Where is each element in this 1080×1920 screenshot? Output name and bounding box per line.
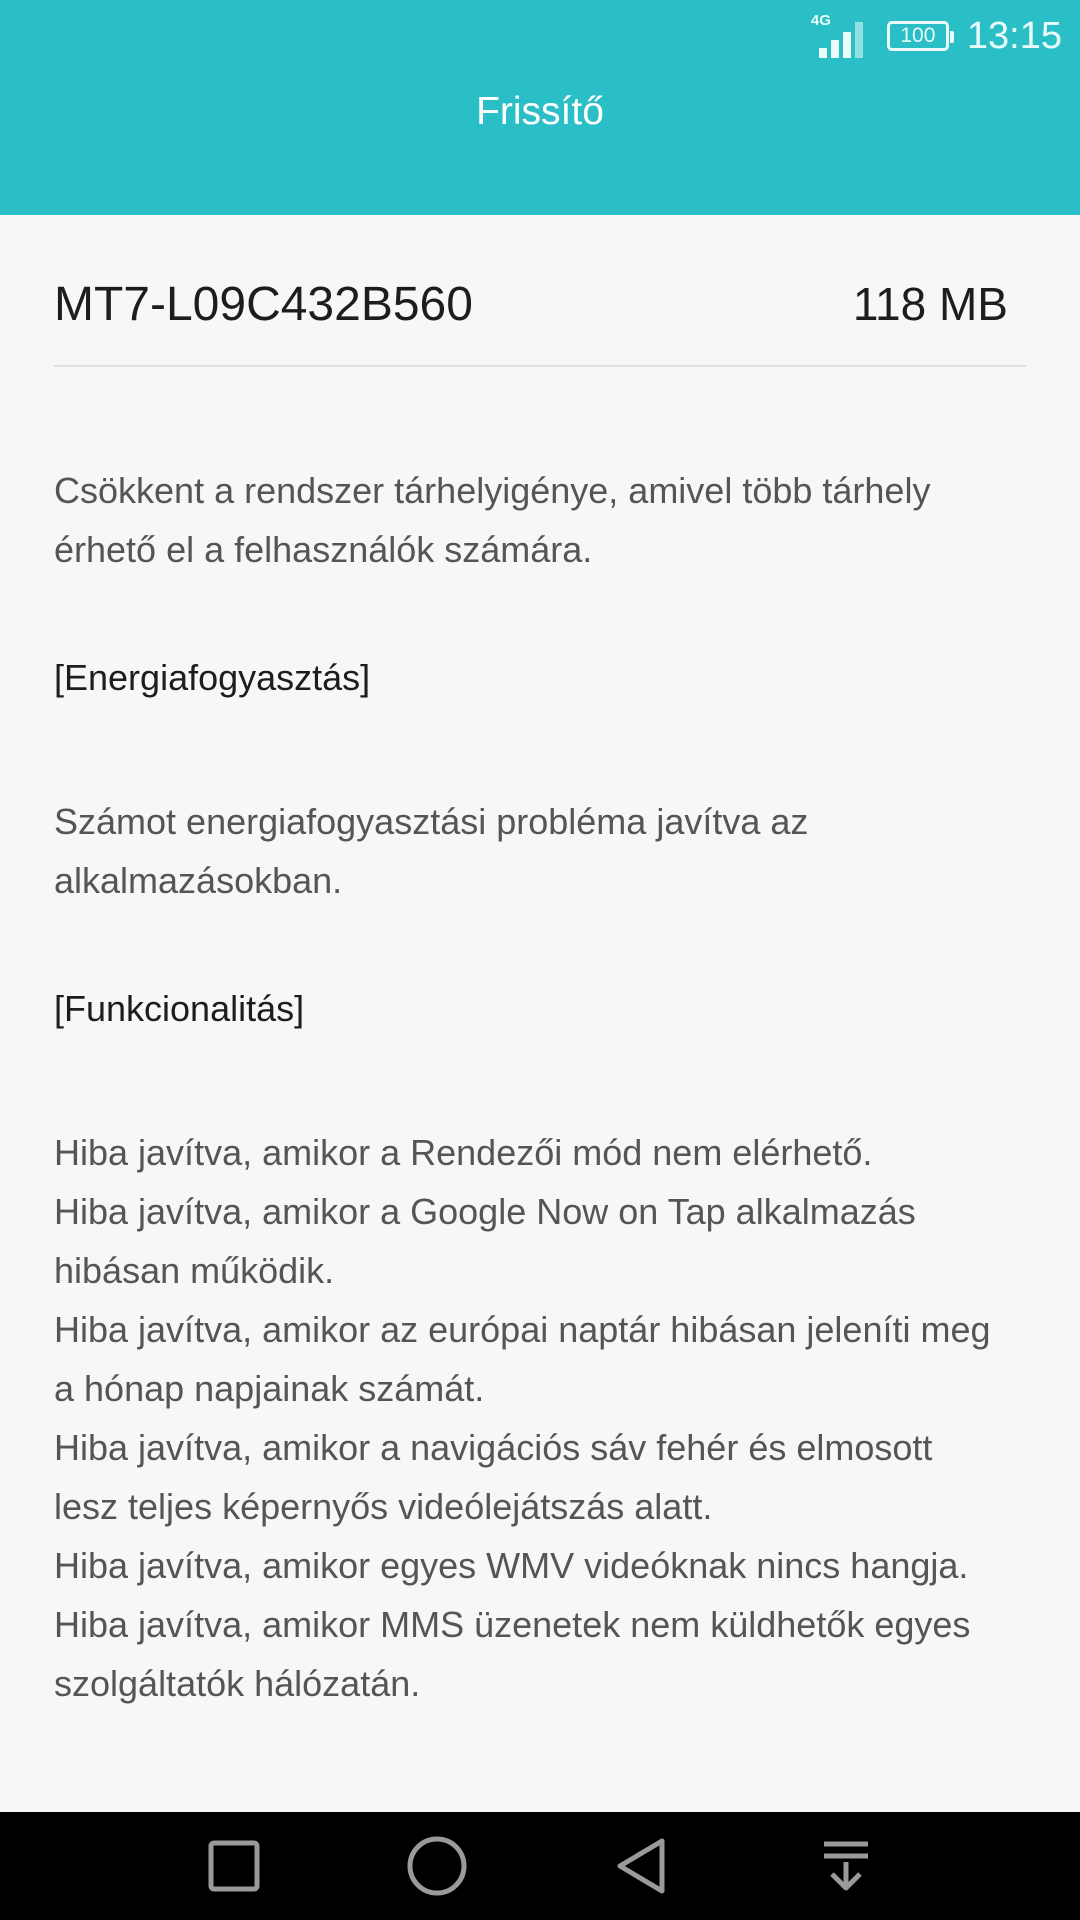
battery-level: 100 (900, 24, 936, 47)
notification-pull-icon (818, 1838, 874, 1894)
battery-icon (887, 21, 949, 51)
version-row (54, 215, 1026, 367)
notes-intro: Csökkent a rendszer tárhelyigénye, amivel több tárhely érhető el a felhasználók számára. (54, 470, 931, 570)
section-heading-functionality: [Funkcionalitás] (54, 988, 305, 1029)
network-type-label: 4G (810, 12, 831, 29)
home-button[interactable] (387, 1812, 487, 1920)
status-clock: 13:15 (966, 14, 1062, 57)
section-text-functionality: Hiba javítva, amikor a Rendezői mód nem elérhető. Hiba javítva, amikor a Google Now on Tap alkalmazás hibásan működik. Hiba javítva, amikor az európai naptár hibásan jeleníti meg a hónap napjainak számát. Hiba javítva, amikor a navigációs sáv fehér és elmosott lesz teljes képernyős videólejátszás alatt. Hiba javítva, amikor egyes WMV videóknak nincs hangja. Hiba javítva, amikor MMS üzenetek nem küldhetők egyes szolgáltatók hálózatán. (54, 1132, 991, 1704)
version-name: MT7-L09C432B560 (54, 278, 473, 331)
update-size: 118 MB (852, 278, 1008, 330)
square-icon (206, 1838, 262, 1894)
navigation-bar (0, 1812, 1080, 1920)
recent-apps-button[interactable] (184, 1812, 284, 1920)
app-header (0, 0, 1080, 215)
back-triangle-icon (612, 1836, 672, 1896)
notification-pull-button[interactable] (796, 1812, 896, 1920)
circle-icon (405, 1834, 469, 1898)
section-heading-energy: [Energiafogyasztás] (54, 657, 371, 698)
back-button[interactable] (592, 1812, 692, 1920)
section-text-energy: Számot energiafogyasztási probléma javítva az alkalmazásokban. (54, 801, 809, 901)
status-bar (811, 0, 1080, 72)
page-title: Frissítő (476, 90, 604, 133)
release-notes[interactable] (54, 461, 1026, 1713)
signal-icon (811, 14, 869, 58)
update-details (54, 215, 1026, 1713)
